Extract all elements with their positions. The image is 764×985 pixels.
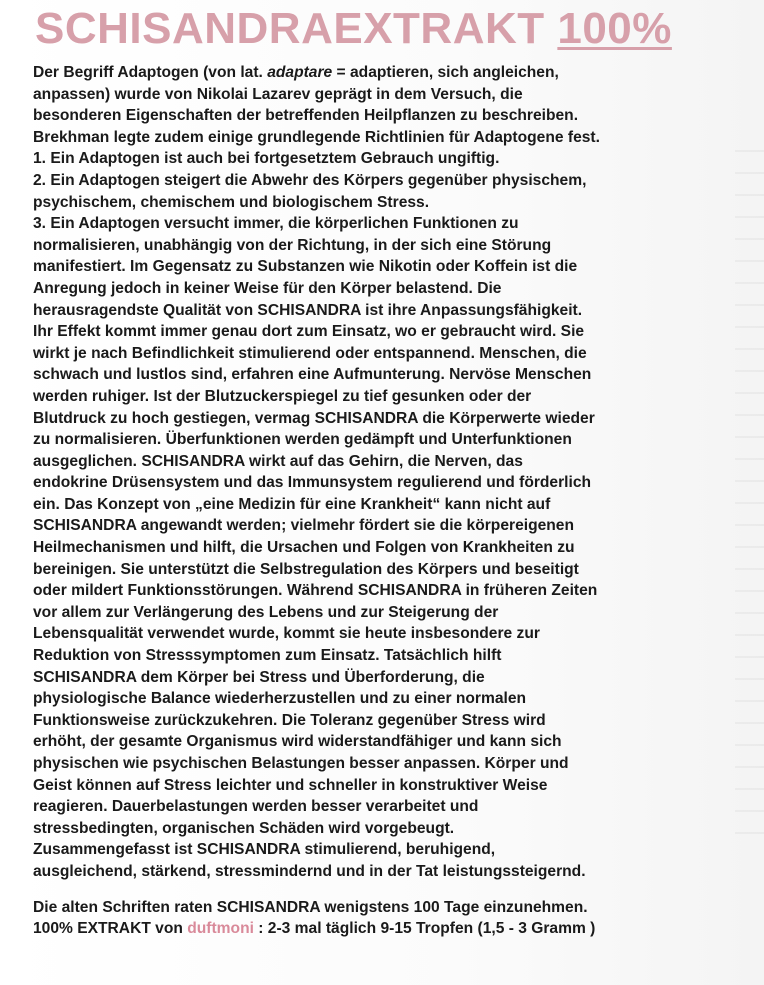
body-line: Geist können auf Stress leichter und schneller in konstruktiver Weise [33,776,548,794]
guideline-3: 3. Ein Adaptogen versucht immer, die körperlichen Funktionen zu [33,215,519,233]
footer-dosage [33,918,745,940]
body-line: Anregung jedoch in keiner Weise für den Körper belastend. Die [33,279,502,297]
guideline-2: 2. Ein Adaptogen steigert die Abwehr des Körpers gegenüber physischem, [33,171,587,189]
body-line: SCHISANDRA dem Körper bei Stress und Überforderung, die [33,668,485,686]
paragraph-gap [33,883,745,897]
body-line: reagieren. Dauerbelastungen werden besser verarbeitet und [33,798,479,816]
body-line: schwach und lustlos sind, erfahren eine Aufmunterung. Nervöse Menschen [33,366,592,384]
body-line: Zusammengefasst ist SCHISANDRA stimulierend, beruhigend, [33,841,496,859]
body-line: werden ruhiger. Ist der Blutzuckerspiegel zu tief gesunken oder der [33,387,532,405]
body-line: oder mildert Funktionsstörungen. Während SCHISANDRA in früheren Zeiten [33,582,598,600]
body-line: Reduktion von Stresssymptomen zum Einsatz. Tatsächlich hilft [33,647,502,665]
body-line: ein. Das Konzept von „eine Medizin für eine Krankheit“ kann nicht auf [33,495,551,513]
body-line: Funktionsweise zurückzukehren. Die Toleranz gegenüber Stress wird [33,711,546,729]
intro-line-4: Brekhman legte zudem einige grundlegende Richtlinien für Adaptogene fest. [33,128,600,146]
title-main: SCHISANDRAEXTRAKT [35,4,545,53]
body-line: physiologische Balance wiederherzustellen und zu einer normalen [33,690,527,708]
intro-line-2: anpassen) wurde von Nikolai Lazarev geprägt in dem Versuch, die [33,85,523,103]
guideline-3-cont: normalisieren, unabhängig von der Richtung, in der sich eine Störung [33,236,552,254]
title-percent: 100% [557,4,672,53]
body-line: ausgeglichen. SCHISANDRA wirkt auf das Gehirn, die Nerven, das [33,452,523,470]
document-body [33,62,745,940]
body-line: ausgleichend, stärkend, stressmindernd und in der Tat leistungssteigernd. [33,862,586,880]
guideline-1: 1. Ein Adaptogen ist auch bei fortgesetztem Gebrauch ungiftig. [33,150,500,168]
dosage-text: : 2-3 mal täglich 9-15 Tropfen (1,5 - 3 Gramm ) [253,920,596,938]
body-line: Heilmechanismen und hilft, die Ursachen und Folgen von Krankheiten zu [33,539,575,557]
intro-text: = adaptieren, sich angleichen, [332,64,559,81]
body-line: vor allem zur Verlängerung des Lebens und zur Steigerung der [33,603,499,621]
body-line: Blutdruck zu hoch gestiegen, vermag SCHISANDRA die Körperwerte wieder [33,409,595,427]
body-line: zu normalisieren. Überfunktionen werden gedämpft und Unterfunktionen [33,431,572,449]
dosage-prefix: 100% EXTRAKT von [33,920,188,938]
body-line: erhöht, der gesamte Organismus wird widerstandfähiger und kann sich [33,733,562,751]
body-line: SCHISANDRA angewandt werden; vielmehr fördert sie die körpereigenen [33,517,574,535]
latin-term: adaptare [267,64,333,81]
body-line: herausragendste Qualität von SCHISANDRA ist ihre Anpassungsfähigkeit. [33,301,583,319]
footer-recommendation: Die alten Schriften raten SCHISANDRA wenigstens 100 Tage einzunehmen. [33,898,588,916]
body-line: bereinigen. Sie unterstützt die Selbstregulation des Körpers und beseitigt [33,560,579,578]
body-line: wirkt je nach Befindlichkeit stimulierend oder entspannend. Menschen, die [33,344,587,362]
body-line: stressbedingten, organischen Schäden wird vorgebeugt. [33,819,455,837]
body-line: endokrine Drüsensystem und das Immunsystem regulierend und förderlich [33,474,592,492]
document-title [35,4,672,54]
intro-text: Der Begriff Adaptogen (von lat. [33,64,268,81]
guideline-2-cont: psychischem, chemischem und biologischem Stress. [33,193,430,211]
body-line: physischen wie psychischen Belastungen besser anpassen. Körper und [33,755,569,772]
body-line: Ihr Effekt kommt immer genau dort zum Einsatz, wo er gebraucht wird. Sie [33,323,585,341]
intro-line-1 [33,62,745,84]
intro-line-3: besonderen Eigenschaften der betreffenden Heilpflanzen zu beschreiben. [33,107,579,125]
guideline-3-cont: manifestiert. Im Gegensatz zu Substanzen wie Nikotin oder Koffein ist die [33,258,578,276]
body-line: Lebensqualität verwendet wurde, kommt sie heute insbesondere zur [33,625,540,643]
brand-name: duftmoni [187,920,254,938]
